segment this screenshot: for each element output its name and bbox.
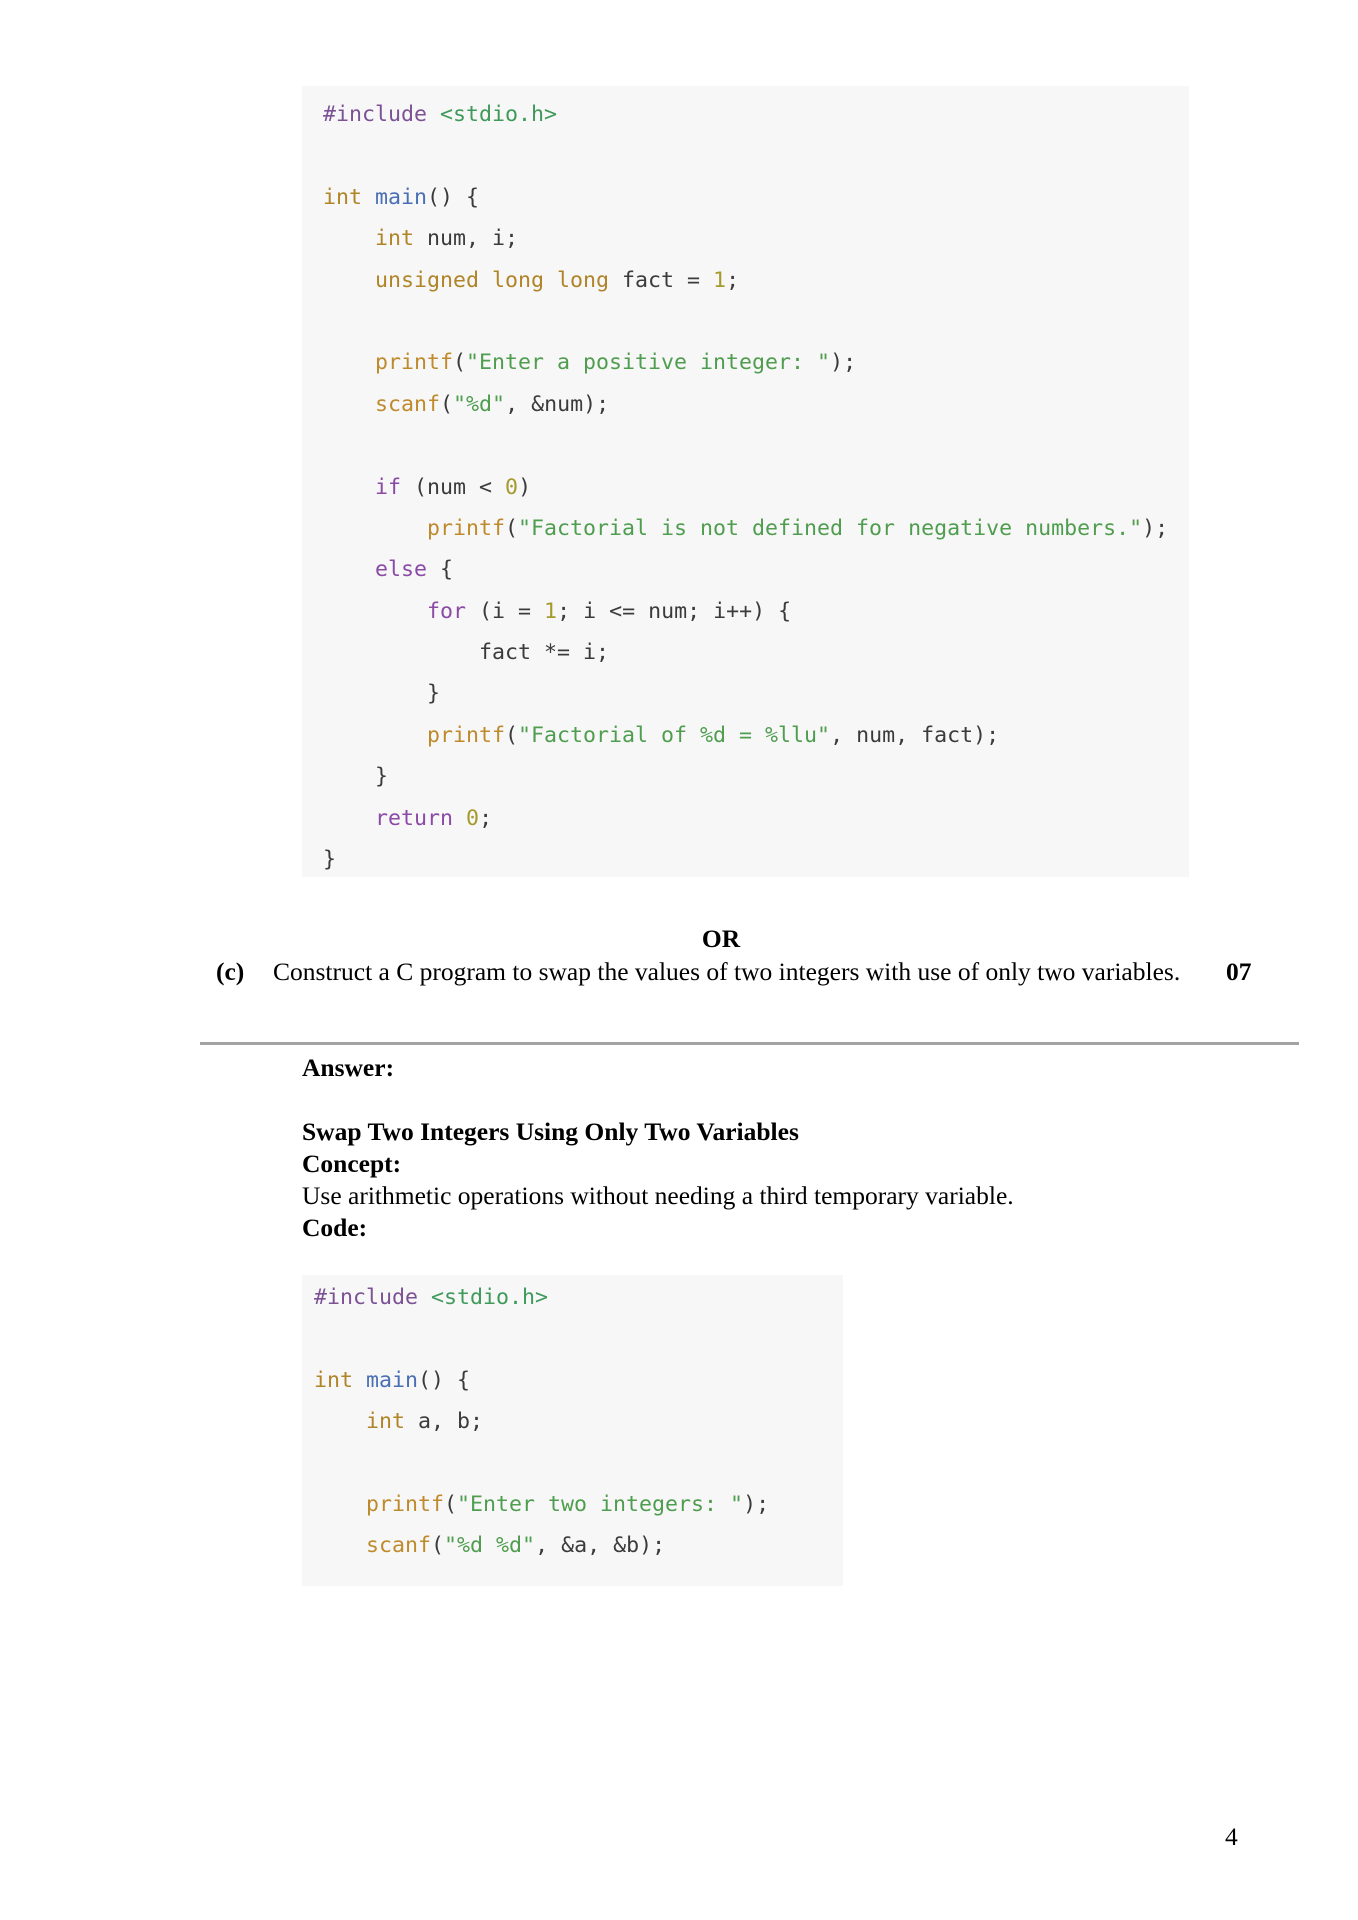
code-text: }: [323, 847, 337, 873]
code-line: [323, 591, 1189, 632]
string-literal: "Enter a positive integer: ": [466, 350, 831, 376]
code-text: , &a, &b);: [535, 1533, 666, 1559]
code-block-swap: [302, 1275, 843, 1586]
number-literal: 0: [466, 805, 480, 831]
code-text: ;: [479, 805, 493, 831]
code-text: num, i;: [414, 226, 519, 252]
control-keyword: if: [375, 474, 402, 500]
code-line: [314, 1277, 843, 1318]
library-call: scanf: [375, 391, 441, 417]
control-keyword: for: [427, 598, 467, 624]
question-label: (c): [216, 957, 245, 986]
answer-section: [302, 1052, 1302, 1244]
type-keyword: unsigned long long: [375, 267, 610, 293]
code-line: [323, 673, 1189, 714]
code-line: [323, 94, 1189, 135]
code-text: [323, 350, 375, 375]
code-text: {: [427, 557, 454, 583]
function-name: main: [366, 1367, 419, 1393]
preprocessor-directive: #include: [314, 1285, 419, 1310]
question-text: Construct a C program to swap the values of two integers with use of only two variables.: [273, 957, 1181, 986]
string-literal: "%d %d": [444, 1533, 536, 1559]
code-text: [323, 599, 427, 624]
code-text: [314, 1409, 366, 1434]
code-line: [323, 135, 1189, 176]
library-call: printf: [375, 350, 454, 376]
code-text: [353, 1368, 366, 1393]
code-line: [323, 632, 1189, 673]
code-line: [323, 177, 1189, 218]
code-text: ): [518, 474, 532, 500]
string-literal: "Factorial is not defined for negative numbers.": [518, 515, 1143, 541]
code-text: (: [431, 1533, 445, 1559]
number-literal: 1: [544, 598, 558, 624]
code-line: [323, 342, 1189, 383]
library-call: scanf: [366, 1533, 432, 1559]
answer-label: Answer:: [302, 1053, 395, 1082]
code-line: [323, 839, 1189, 877]
code-text: a, b;: [405, 1409, 484, 1435]
code-line: [323, 798, 1189, 839]
code-block-factorial: [302, 86, 1189, 877]
string-literal: "%d": [453, 391, 506, 417]
code-line: [323, 260, 1189, 301]
code-text: }: [323, 681, 441, 707]
type-keyword: int: [366, 1409, 406, 1435]
code-text: );: [1142, 515, 1169, 541]
answer-title: Swap Two Integers Using Only Two Variables: [302, 1117, 799, 1146]
code-text: [323, 226, 375, 251]
code-line: [314, 1318, 843, 1359]
code-line: [323, 549, 1189, 590]
code-text: fact =: [609, 267, 714, 293]
code-text: (num <: [401, 474, 506, 500]
concept-label: Concept:: [302, 1149, 402, 1178]
library-call: printf: [427, 515, 506, 541]
code-text: );: [830, 350, 857, 376]
code-text: [314, 1492, 366, 1517]
function-name: main: [375, 184, 428, 210]
preprocessor-directive: #include: [323, 102, 428, 127]
code-text: [418, 1285, 431, 1310]
code-line: [323, 384, 1189, 425]
code-text: [362, 185, 375, 210]
code-text: , num, fact);: [830, 722, 1000, 748]
code-text: [453, 806, 466, 831]
code-text: [314, 1533, 366, 1558]
code-text: [323, 475, 375, 500]
code-line: [314, 1484, 843, 1525]
include-header: <stdio.h>: [440, 102, 558, 127]
code-text: }: [323, 764, 389, 790]
number-literal: 0: [505, 474, 519, 500]
library-call: printf: [427, 722, 506, 748]
code-line: [323, 218, 1189, 259]
code-text: [323, 516, 427, 541]
code-text: ;: [726, 267, 740, 293]
code-text: (i =: [466, 598, 545, 624]
code-line: [323, 715, 1189, 756]
type-keyword: int: [314, 1367, 354, 1393]
code-line: [323, 425, 1189, 466]
code-text: [323, 723, 427, 748]
code-text: );: [743, 1491, 770, 1517]
code-text: (: [444, 1491, 458, 1517]
code-text: [427, 102, 440, 127]
code-text: (: [505, 515, 519, 541]
code-line: [323, 508, 1189, 549]
string-literal: "Factorial of %d = %llu": [518, 722, 831, 748]
type-keyword: int: [375, 226, 415, 252]
code-text: () {: [418, 1367, 471, 1393]
string-literal: "Enter two integers: ": [457, 1491, 744, 1517]
type-keyword: int: [323, 184, 363, 210]
code-line: [323, 467, 1189, 508]
section-divider: [200, 1042, 1299, 1045]
code-line: [323, 756, 1189, 797]
code-line: [314, 1401, 843, 1442]
code-text: (: [453, 350, 467, 376]
code-text: fact *= i;: [323, 640, 610, 666]
code-line: [314, 1443, 843, 1484]
code-text: [323, 557, 375, 582]
code-line: [314, 1360, 843, 1401]
question-marks: 07: [1226, 957, 1252, 986]
code-line: [323, 301, 1189, 342]
control-keyword: else: [375, 557, 428, 583]
number-literal: 1: [713, 267, 727, 293]
code-text: (: [505, 722, 519, 748]
code-text: ; i <= num; i++) {: [557, 598, 792, 624]
code-text: () {: [427, 184, 480, 210]
page-number: 4: [1225, 1822, 1238, 1851]
code-line: [314, 1525, 843, 1566]
code-text: [323, 268, 375, 293]
concept-text: Use arithmetic operations without needing a third temporary variable.: [302, 1181, 1014, 1210]
control-keyword: return: [375, 805, 454, 831]
code-text: [323, 806, 375, 831]
code-text: [323, 392, 375, 417]
code-text: , &num);: [505, 391, 610, 417]
code-label: Code:: [302, 1213, 368, 1242]
or-separator: OR: [701, 924, 741, 953]
library-call: printf: [366, 1491, 445, 1517]
code-text: (: [440, 391, 454, 417]
include-header: <stdio.h>: [431, 1285, 549, 1310]
